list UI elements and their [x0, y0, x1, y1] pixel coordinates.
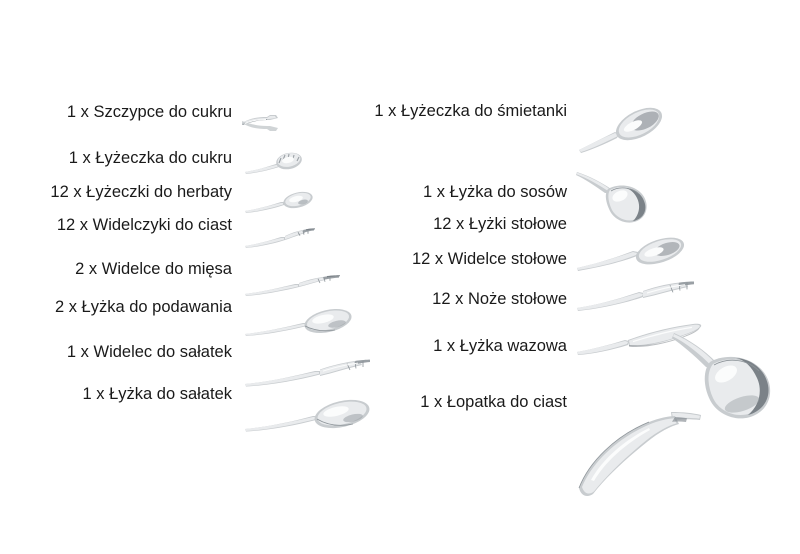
label-sauce-ladle: 1 x Łyżka do sosów — [423, 183, 567, 201]
salad-fork-icon — [243, 357, 371, 391]
cream-spoon-icon — [575, 108, 671, 154]
cake-fork-icon — [243, 226, 317, 252]
table-spoon-icon — [575, 240, 687, 274]
cake-server-icon — [575, 410, 703, 500]
label-cake-fork: 12 x Widelczyki do ciast — [56, 216, 232, 234]
label-salad-spoon: 1 x Łyżka do sałatek — [82, 385, 232, 403]
label-cream-spoon: 1 x Łyżeczka do śmietanki — [374, 102, 567, 120]
label-tea-spoon: 12 x Łyżeczki do herbaty — [50, 183, 232, 201]
serving-spoon-icon — [243, 310, 355, 342]
label-sugar-spoon: 1 x Łyżeczka do cukru — [68, 149, 232, 167]
label-cake-server: 1 x Łopatka do ciast — [420, 393, 567, 411]
salad-spoon-icon — [243, 400, 373, 438]
label-table-spoon: 12 x Łyżki stołowe — [433, 215, 567, 233]
meat-fork-icon — [243, 272, 341, 300]
label-sugar-tongs: 1 x Szczypce do cukru — [66, 103, 232, 121]
label-salad-fork: 1 x Widelec do sałatek — [66, 343, 232, 361]
label-table-fork: 12 x Widelce stołowe — [412, 250, 567, 268]
label-soup-ladle: 1 x Łyżka wazowa — [433, 337, 567, 355]
sauce-ladle-icon — [575, 168, 675, 230]
label-meat-fork: 2 x Widelce do mięsa — [75, 260, 232, 278]
table-fork-icon — [575, 280, 695, 314]
label-table-knife: 12 x Noże stołowe — [432, 290, 567, 308]
tea-spoon-icon — [243, 192, 315, 216]
sugar-spoon-icon — [243, 152, 305, 178]
sugar-tongs-icon — [240, 111, 288, 135]
label-serving-spoon: 2 x Łyżka do podawania — [54, 298, 232, 316]
